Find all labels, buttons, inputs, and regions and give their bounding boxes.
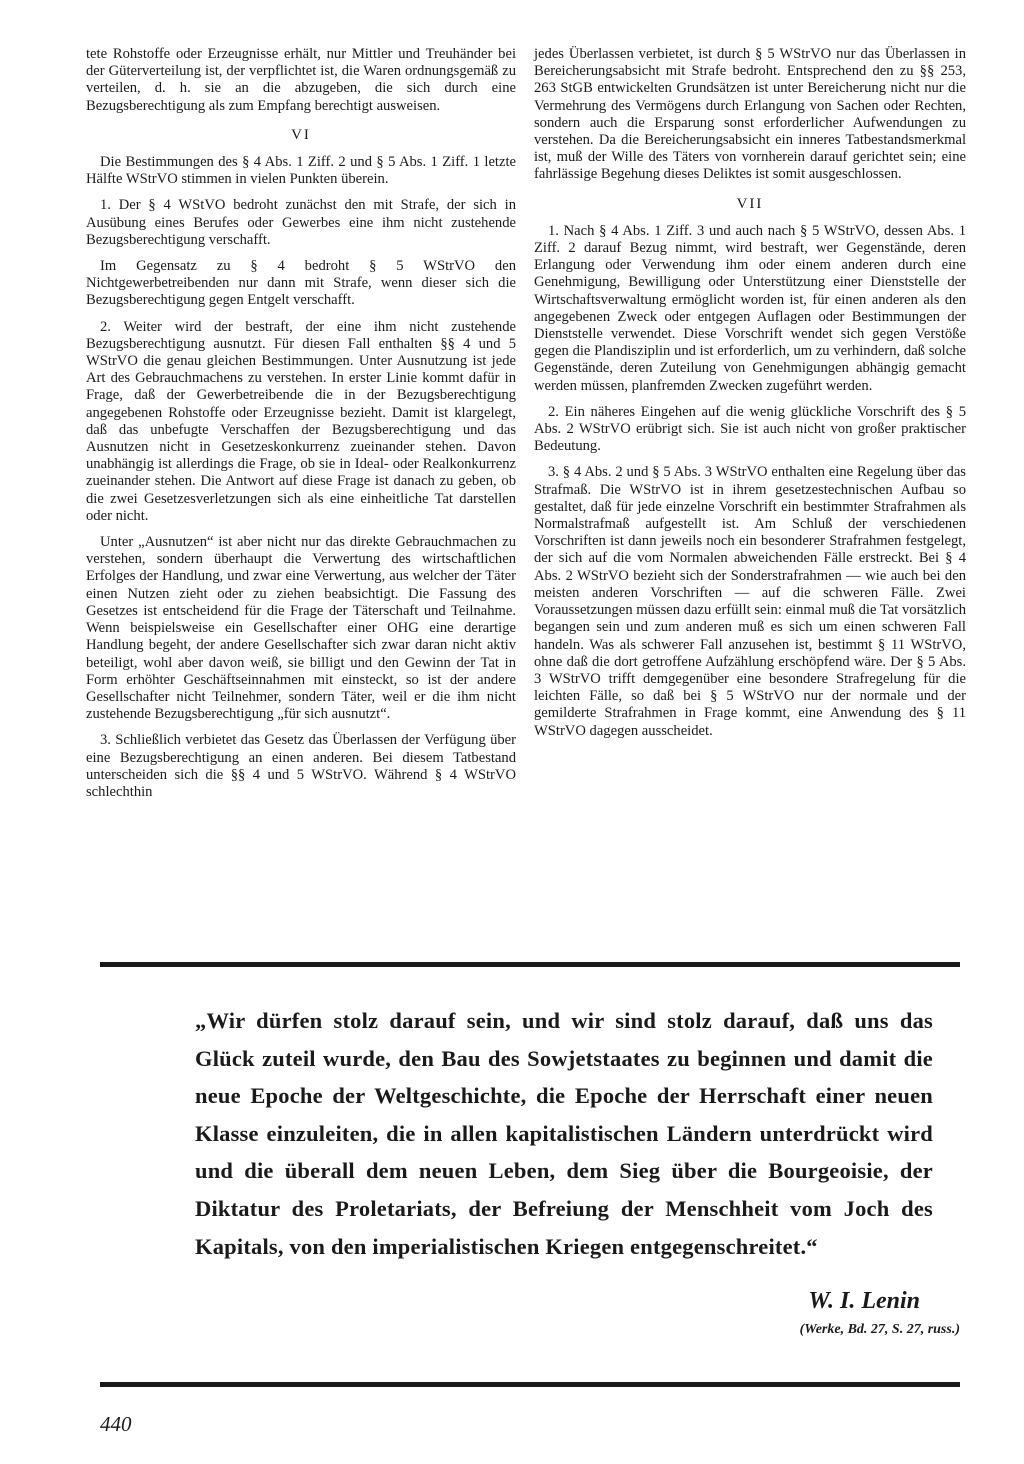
paragraph: 2. Ein näheres Eingehen auf die wenig glückliche Vorschrift des § 5 Abs. 2 WStrVO erübrigt sich. Sie ist auch nicht von großer praktischer Bedeutung. [534,403,966,455]
paragraph: 3. § 4 Abs. 2 und § 5 Abs. 3 WStrVO enthalten eine Regelung über das Strafmaß. Die WStrVO ist in ihrem gesetzestechnischen Aufbau so gestaltet, daß für jede einzelne Vorschrift ein bestimmter Strafrahmen als Normalstrafmaß aufgestellt ist. Am Schluß der verschiedenen Vorschriften ist dann jeweils noch ein besonderer Strafrahmen festgelegt, der sich auf die vom Normalen abweichenden Fälle erstreckt. Bei § 4 Abs. 2 WStrVO bezieht sich der Sonderstrafrahmen — wie auch bei den meisten anderen Vorschriften — auf die schweren Fälle. Zwei Voraussetzungen müssen dazu erfüllt sein: einmal muß die Tat vorsätzlich begangen sein und zum anderen muß es sich um einen schweren Fall handeln. Was als schwerer Fall anzusehen ist, bestimmt § 11 WStrVO, ohne daß die dort getroffene Aufzählung erschöpfend wäre. Der § 5 Abs. 3 WStrVO trifft demgegenüber eine besondere Strafregelung für die leichten Fälle, so daß bei § 5 WStrVO nur der normale und der gemilderte Strafrahmen in Frage kommt, eine Anwendung des § 11 WStrVO dagegen ausscheidet. [534,464,966,739]
paragraph: 2. Weiter wird der bestraft, der eine ihm nicht zustehende Bezugsberechtigung ausnutzt. Für diesen Fall enthalten §§ 4 und 5 WStrVO die genau gleichen Bestimmungen. Unter Ausnutzung ist jede Art des Gebrauchmachens zu verstehen. In erster Linie kommt dafür in Frage, daß der Gewerbetreibende die in der Bezugsberechtigung angegebenen Rohstoffe oder Erzeugnisse bezieht. Damit ist klargelegt, daß das unbefugte Verschaffen der Bezugsberechtigung und das Ausnutzen nicht in Gesetzeskonkurrenz zueinander stehen. Davon unabhängig ist allerdings die Frage, ob sie in Ideal- oder Realkonkurrenz zueinander stehen. Die Antwort auf diese Frage ist danach zu geben, ob die zwei Gesetzesverletzungen sich als eine einheitliche Tat darstellen oder nicht. [86,318,516,524]
section-heading-vi: VI [291,126,311,143]
divider-rule-top [100,962,960,967]
paragraph: 3. Schließlich verbietet das Gesetz das Überlassen der Verfügung über eine Bezugsberechtigung an einen anderen. Bei diesem Tatbestand unterscheiden sich die §§ 4 und 5 WStrVO. Während § 4 WStrVO schlechthin [86,732,516,800]
paragraph: jedes Überlassen verbietet, ist durch § 5 WStrVO nur das Überlassen in Bereicherungsabsicht mit Strafe bedroht. Entsprechend den zu §§ 253, 263 StGB entwickelten Grundsätzen ist unter Bereicherung nicht nur die Vermehrung des Vermögens durch Erlangung von Sachen oder Rechten, sondern auch die Ersparung sonst erforderlicher Aufwendungen zu verstehen. Da die Bereicherungsabsicht ein inneres Tatbestandsmerkmal ist, muß der Wille des Täters von vornherein darauf gerichtet sein; eine fahrlässige Begehung dieses Deliktes ist somit ausgeschlossen. [534,46,966,183]
page-number: 440 [100,1412,132,1436]
paragraph: 1. Der § 4 WStVO bedroht zunächst den mit Strafe, der sich in Ausübung eines Berufes oder Gewerbes eine ihm nicht zustehende Bezugsberechtigung verschafft. [86,197,516,248]
paragraph: tete Rohstoffe oder Erzeugnisse erhält, nur Mittler und Treuhänder bei der Güterverteilung ist, der verpflichtet ist, die Waren ordnungsgemäß zu verteilen, d. h. sie an die abzugeben, die sich durch eine Bezugsberechtigung als zum Empfang berechtigt ausweisen. [86,46,516,114]
left-text-column [86,46,516,810]
paragraph: 1. Nach § 4 Abs. 1 Ziff. 3 und auch nach § 5 WStrVO, dessen Abs. 1 Ziff. 2 darauf Bezug nimmt, wird bestraft, wer Gegenstände, deren Erlangung oder Verwendung ihm oder einem anderen durch eine Genehmigung, Bewilligung oder Unterstützung einer Dienststelle der Wirtschaftsverwaltung ermöglicht worden ist, für einen anderen als den angegebenen Zweck oder entgegen Auflagen oder Bestimmungen der Dienststelle verwendet. Diese Vorschrift wendet sich gegen Verstöße gegen die Plandisziplin und ist erforderlich, um zu verhindern, daß solche Gegenstände, deren Zuteilung von Genehmigungen abhängig gemacht werden müssen, planfremden Zwecken zugeführt werden. [534,222,966,394]
divider-rule-bottom [100,1382,960,1387]
paragraph: Die Bestimmungen des § 4 Abs. 1 Ziff. 2 und § 5 Abs. 1 Ziff. 1 letzte Hälfte WStrVO stimmen in vielen Punkten überein. [86,154,516,188]
quote-author: W. I. Lenin [808,1288,920,1314]
paragraph: Unter „Ausnutzen“ ist aber nicht nur das direkte Gebrauchmachen zu verstehen, sondern überhaupt die Verwertung des wirtschaftlichen Erfolges der Handlung, und zwar eine Verwertung, aus welcher der Täter einen Nutzen zieht oder zu ziehen beabsichtigt. Die Fassung des Gesetzes ist entscheidend für die Frage der Täterschaft und Teilnahme. Wenn beispielsweise ein Gesellschafter einer OHG eine derartige Handlung begeht, der andere Gesellschafter sich zwar daran nicht aktiv beteiligt, wohl aber davon weiß, sie billigt und den Gewinn der Tat in Form erhöhter Geschäftseinnahmen mit einsteckt, so ist der andere Gesellschafter nicht Teilnehmer, sondern Täter, weil er die ihm nicht zustehende Bezugsberechtigung „für sich ausnutzt“. [86,534,516,723]
paragraph: Im Gegensatz zu § 4 bedroht § 5 WStrVO den Nichtgewerbetreibenden nur dann mit Strafe, wenn dieser sich die Bezugsberechtigung gegen Entgelt verschafft. [86,258,516,309]
right-text-column [534,46,966,749]
section-heading-vii: VII [736,195,764,212]
lenin-quote: „Wir dürfen stolz darauf sein, und wir sind stolz darauf, daß uns das Glück zuteil wurde, den Bau des Sowjetstaates zu beginnen und damit die neue Epoche der Weltgeschichte, die Epoche der Herrschaft einer neuen Klasse einzuleiten, die in allen kapitalistischen Ländern unterdrückt wird und die überall dem neuen Leben, dem Sieg über die Bourgeoisie, der Diktatur des Proletariats, der Befreiung der Menschheit vom Joch des Kapitals, von den imperialistischen Kriegen entgegenschreitet.“ [195,1008,933,1259]
quote-citation: (Werke, Bd. 27, S. 27, russ.) [799,1322,960,1337]
